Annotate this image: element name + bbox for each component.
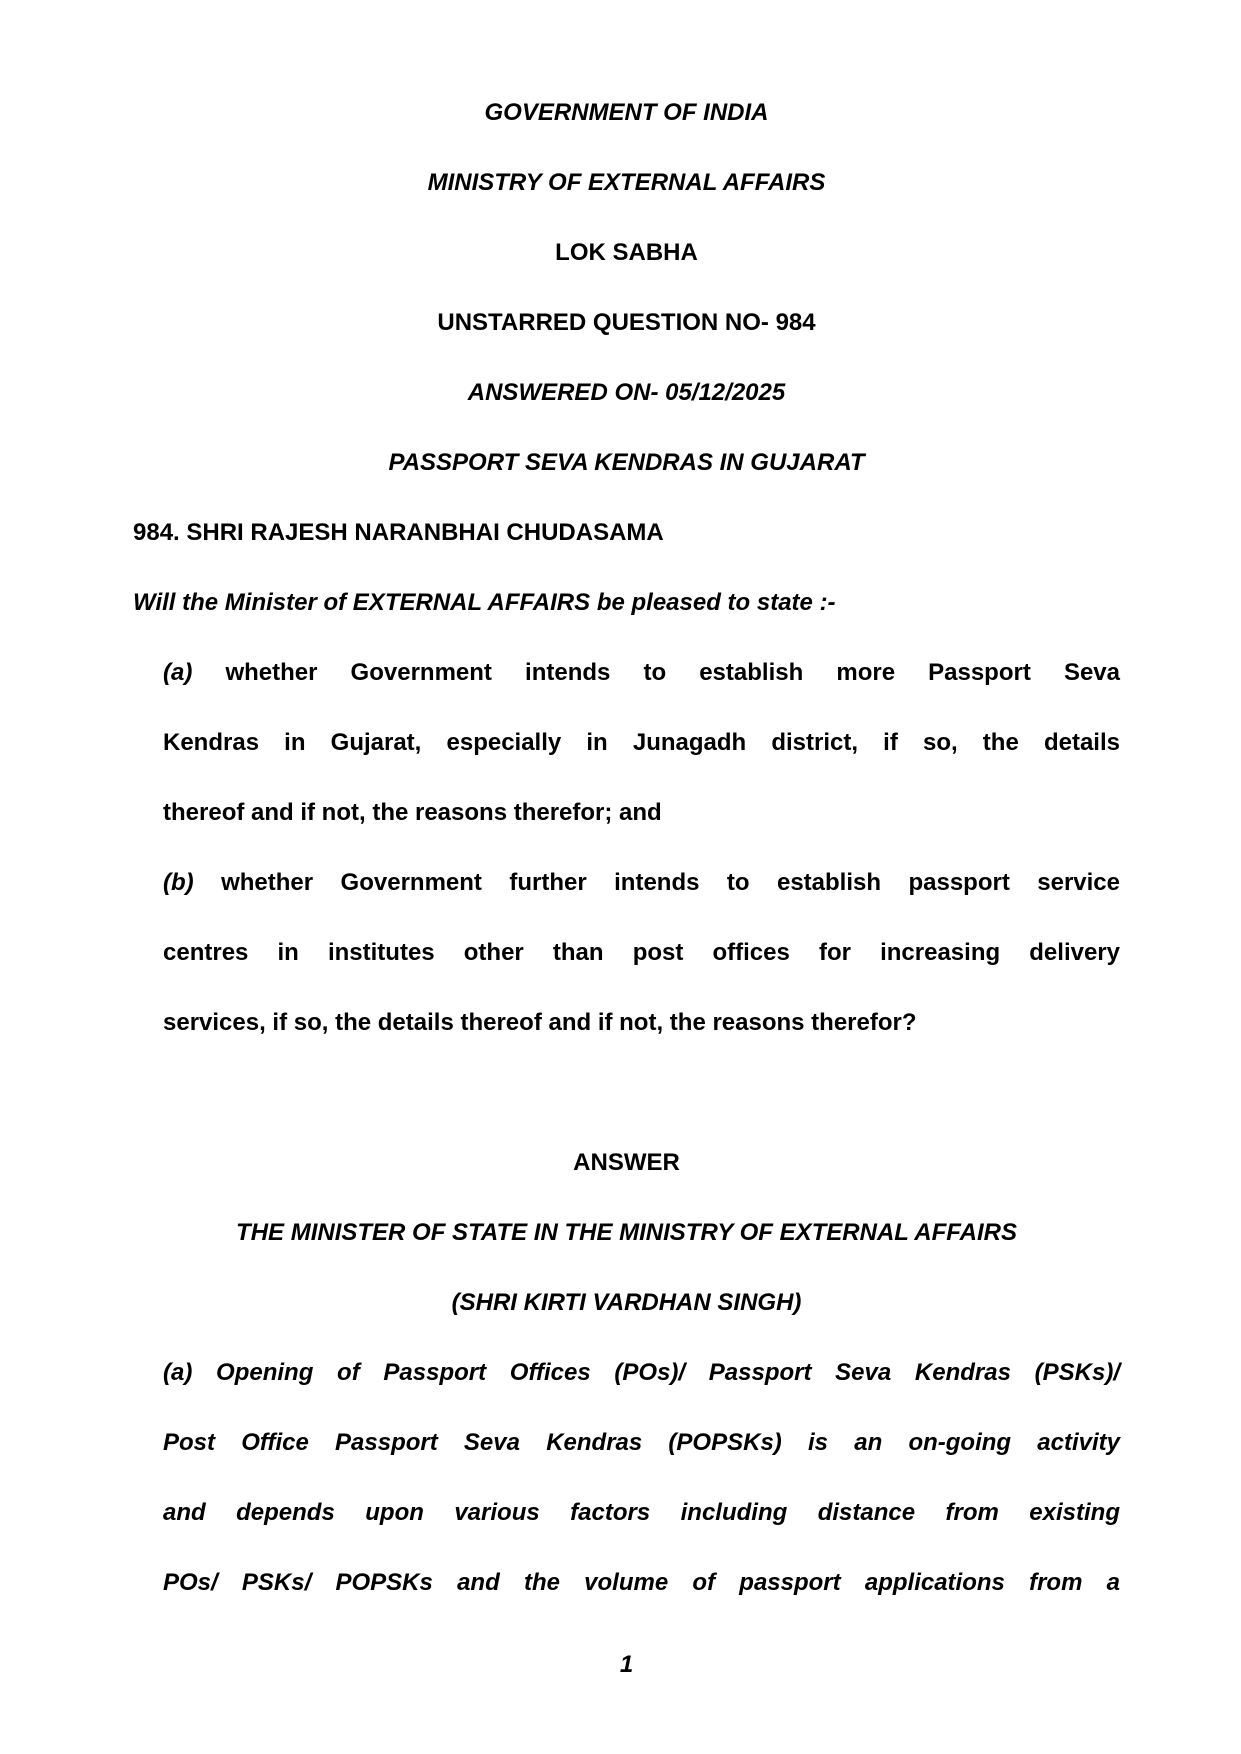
question-part-a-label: (a) [163,659,193,686]
question-part-b-label: (b) [163,869,194,896]
question-part-a-line-1 [163,658,1120,688]
question-intro-tail: be pleased to state :- [590,589,836,616]
answer-heading: ANSWER [573,1149,680,1176]
question-part-b-line-3: services, if so, the details thereof and if not, the reasons therefor? [163,1009,917,1036]
answer-part-a-line-3: and depends upon various factors including distance from existing [163,1499,1120,1526]
heading-ministry: MINISTRY OF EXTERNAL AFFAIRS [427,169,826,196]
heading-question-number: UNSTARRED QUESTION NO- 984 [437,309,816,336]
question-part-b-text-1: whether Government further intends to establish passport service [193,869,1120,896]
question-intro-ministry: EXTERNAL AFFAIRS [352,589,591,616]
question-intro-text: Will the Minister of [133,589,353,616]
question-part-b-line-2: centres in institutes other than post offices for increasing delivery [163,939,1120,966]
page-number: 1 [619,1651,634,1678]
question-part-b-line-1 [163,868,1120,898]
answer-minister-name: (SHRI KIRTI VARDHAN SINGH) [451,1289,802,1316]
answer-minister-title: THE MINISTER OF STATE IN THE MINISTRY OF EXTERNAL AFFAIRS [236,1219,1017,1246]
heading-subject: PASSPORT SEVA KENDRAS IN GUJARAT [388,449,865,476]
question-member: 984. SHRI RAJESH NARANBHAI CHUDASAMA [133,519,664,546]
question-part-a-line-3: thereof and if not, the reasons therefor; and [163,799,662,826]
question-part-a-line-2: Kendras in Gujarat, especially in Junagadh district, if so, the details [163,729,1120,756]
answer-part-a-line-1: (a) Opening of Passport Offices (POs)/ Passport Seva Kendras (PSKs)/ [163,1359,1120,1386]
heading-government: GOVERNMENT OF INDIA [484,99,769,126]
heading-house: LOK SABHA [555,239,698,266]
question-part-a-text-1: whether Government intends to establish more Passport Seva [192,659,1120,686]
answer-part-a-line-2: Post Office Passport Seva Kendras (POPSKs) is an on-going activity [163,1429,1120,1456]
answer-part-a-line-4: POs/ PSKs/ POPSKs and the volume of passport applications from a [163,1569,1120,1596]
question-intro [133,588,836,618]
heading-answered-on: ANSWERED ON- 05/12/2025 [467,379,786,406]
